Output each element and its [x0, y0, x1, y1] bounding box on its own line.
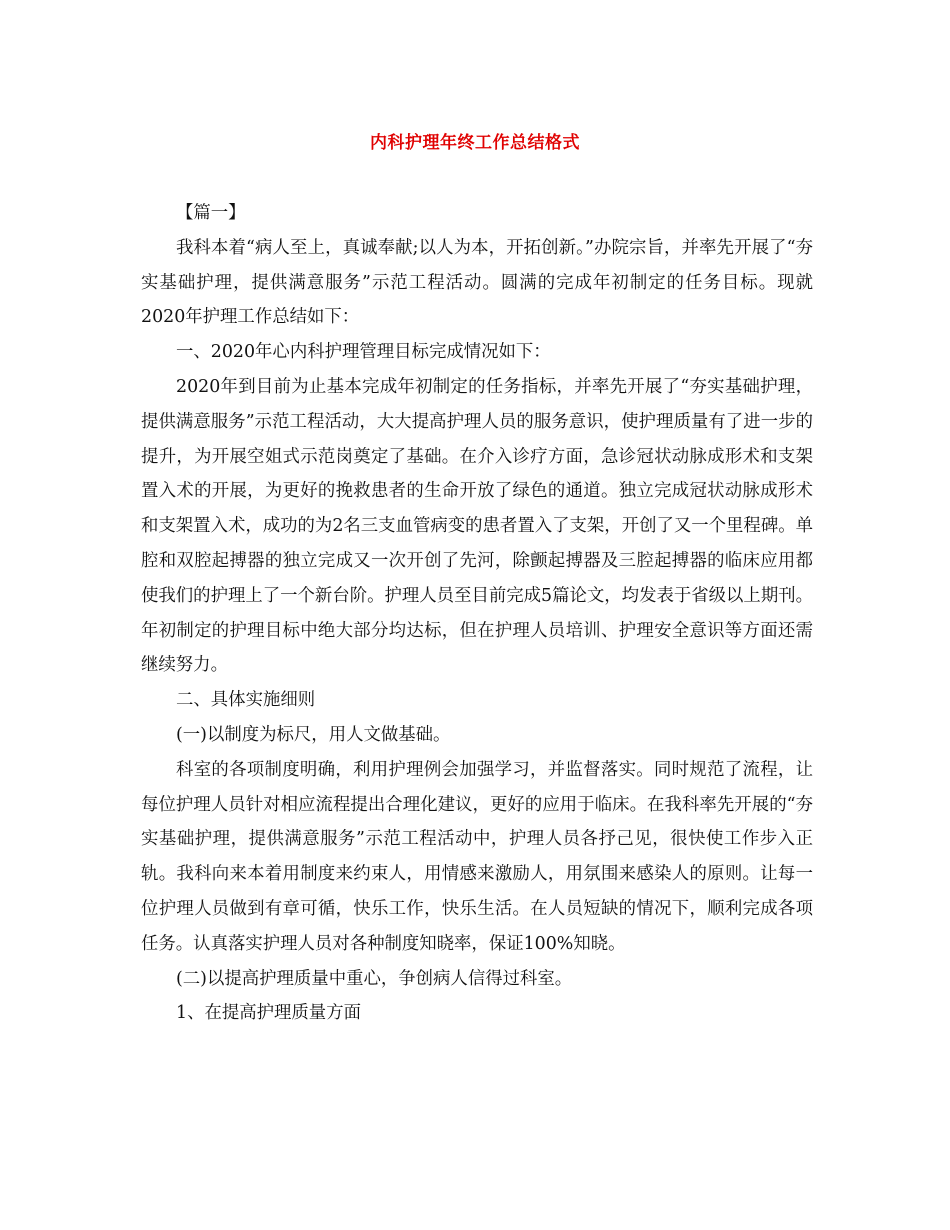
document-title: 内科护理年终工作总结格式	[370, 133, 580, 153]
intro-paragraph: 我科本着“病人至上，真诚奉献;以人为本，开拓创新。”办院宗旨，并率先开展了“夯实基础护理，提供满意服务”示范工程活动。圆满的完成年初制定的任务目标。现就2020年护理工作总结如下：	[141, 237, 813, 328]
subsection-heading-quality: (二)以提高护理质量中重心，争创病人信得过科室。	[176, 968, 573, 989]
section-heading-details: 二、具体实施细则	[176, 690, 316, 711]
document-body	[141, 196, 813, 1031]
rules-paragraph: 科室的各项制度明确，利用护理例会加强学习，并监督落实。同时规范了流程，让每位护理人员针对相应流程提出合理化建议，更好的应用于临床。在我科率先开展的“夯实基础护理，提供满意服务”示范工程活动中，护理人员各抒己见，很快使工作步入正轨。我科向来本着用制度来约束人，用情感来激励人，用氛围来感染人的原则。让每一位护理人员做到有章可循，快乐工作，快乐生活。在人员短缺的情况下，顺利完成各项任务。认真落实护理人员对各种制度知晓率，保证100%知晓。	[141, 759, 813, 954]
section-heading-part-one: 【篇一】	[176, 203, 246, 223]
list-item-quality: 1、在提高护理质量方面	[176, 1003, 361, 1024]
subsection-heading-rules: (一)以制度为标尺，用人文做基础。	[176, 724, 451, 745]
goals-paragraph: 2020年到目前为止基本完成年初制定的任务指标，并率先开展了“夯实基础护理，提供满意服务”示范工程活动，大大提高护理人员的服务意识，使护理质量有了进一步的提升，为开展空姐式示范岗奠定了基础。在介入诊疗方面，急诊冠状动脉成形术和支架置入术的开展，为更好的挽救患者的生命开放了绿色的通道。独立完成冠状动脉成形术和支架置入术，成功的为2名三支血管病变的患者置入了支架，开创了又一个里程碑。单腔和双腔起搏器的独立完成又一次开创了先河，除颤起搏器及三腔起搏器的临床应用都使我们的护理上了一个新台阶。护理人员至目前完成5篇论文，均发表于省级以上期刊。年初制定的护理目标中绝大部分均达标，但在护理人员培训、护理安全意识等方面还需继续努力。	[141, 376, 813, 676]
section-heading-goals: 一、2020年心内科护理管理目标完成情况如下：	[176, 342, 551, 363]
